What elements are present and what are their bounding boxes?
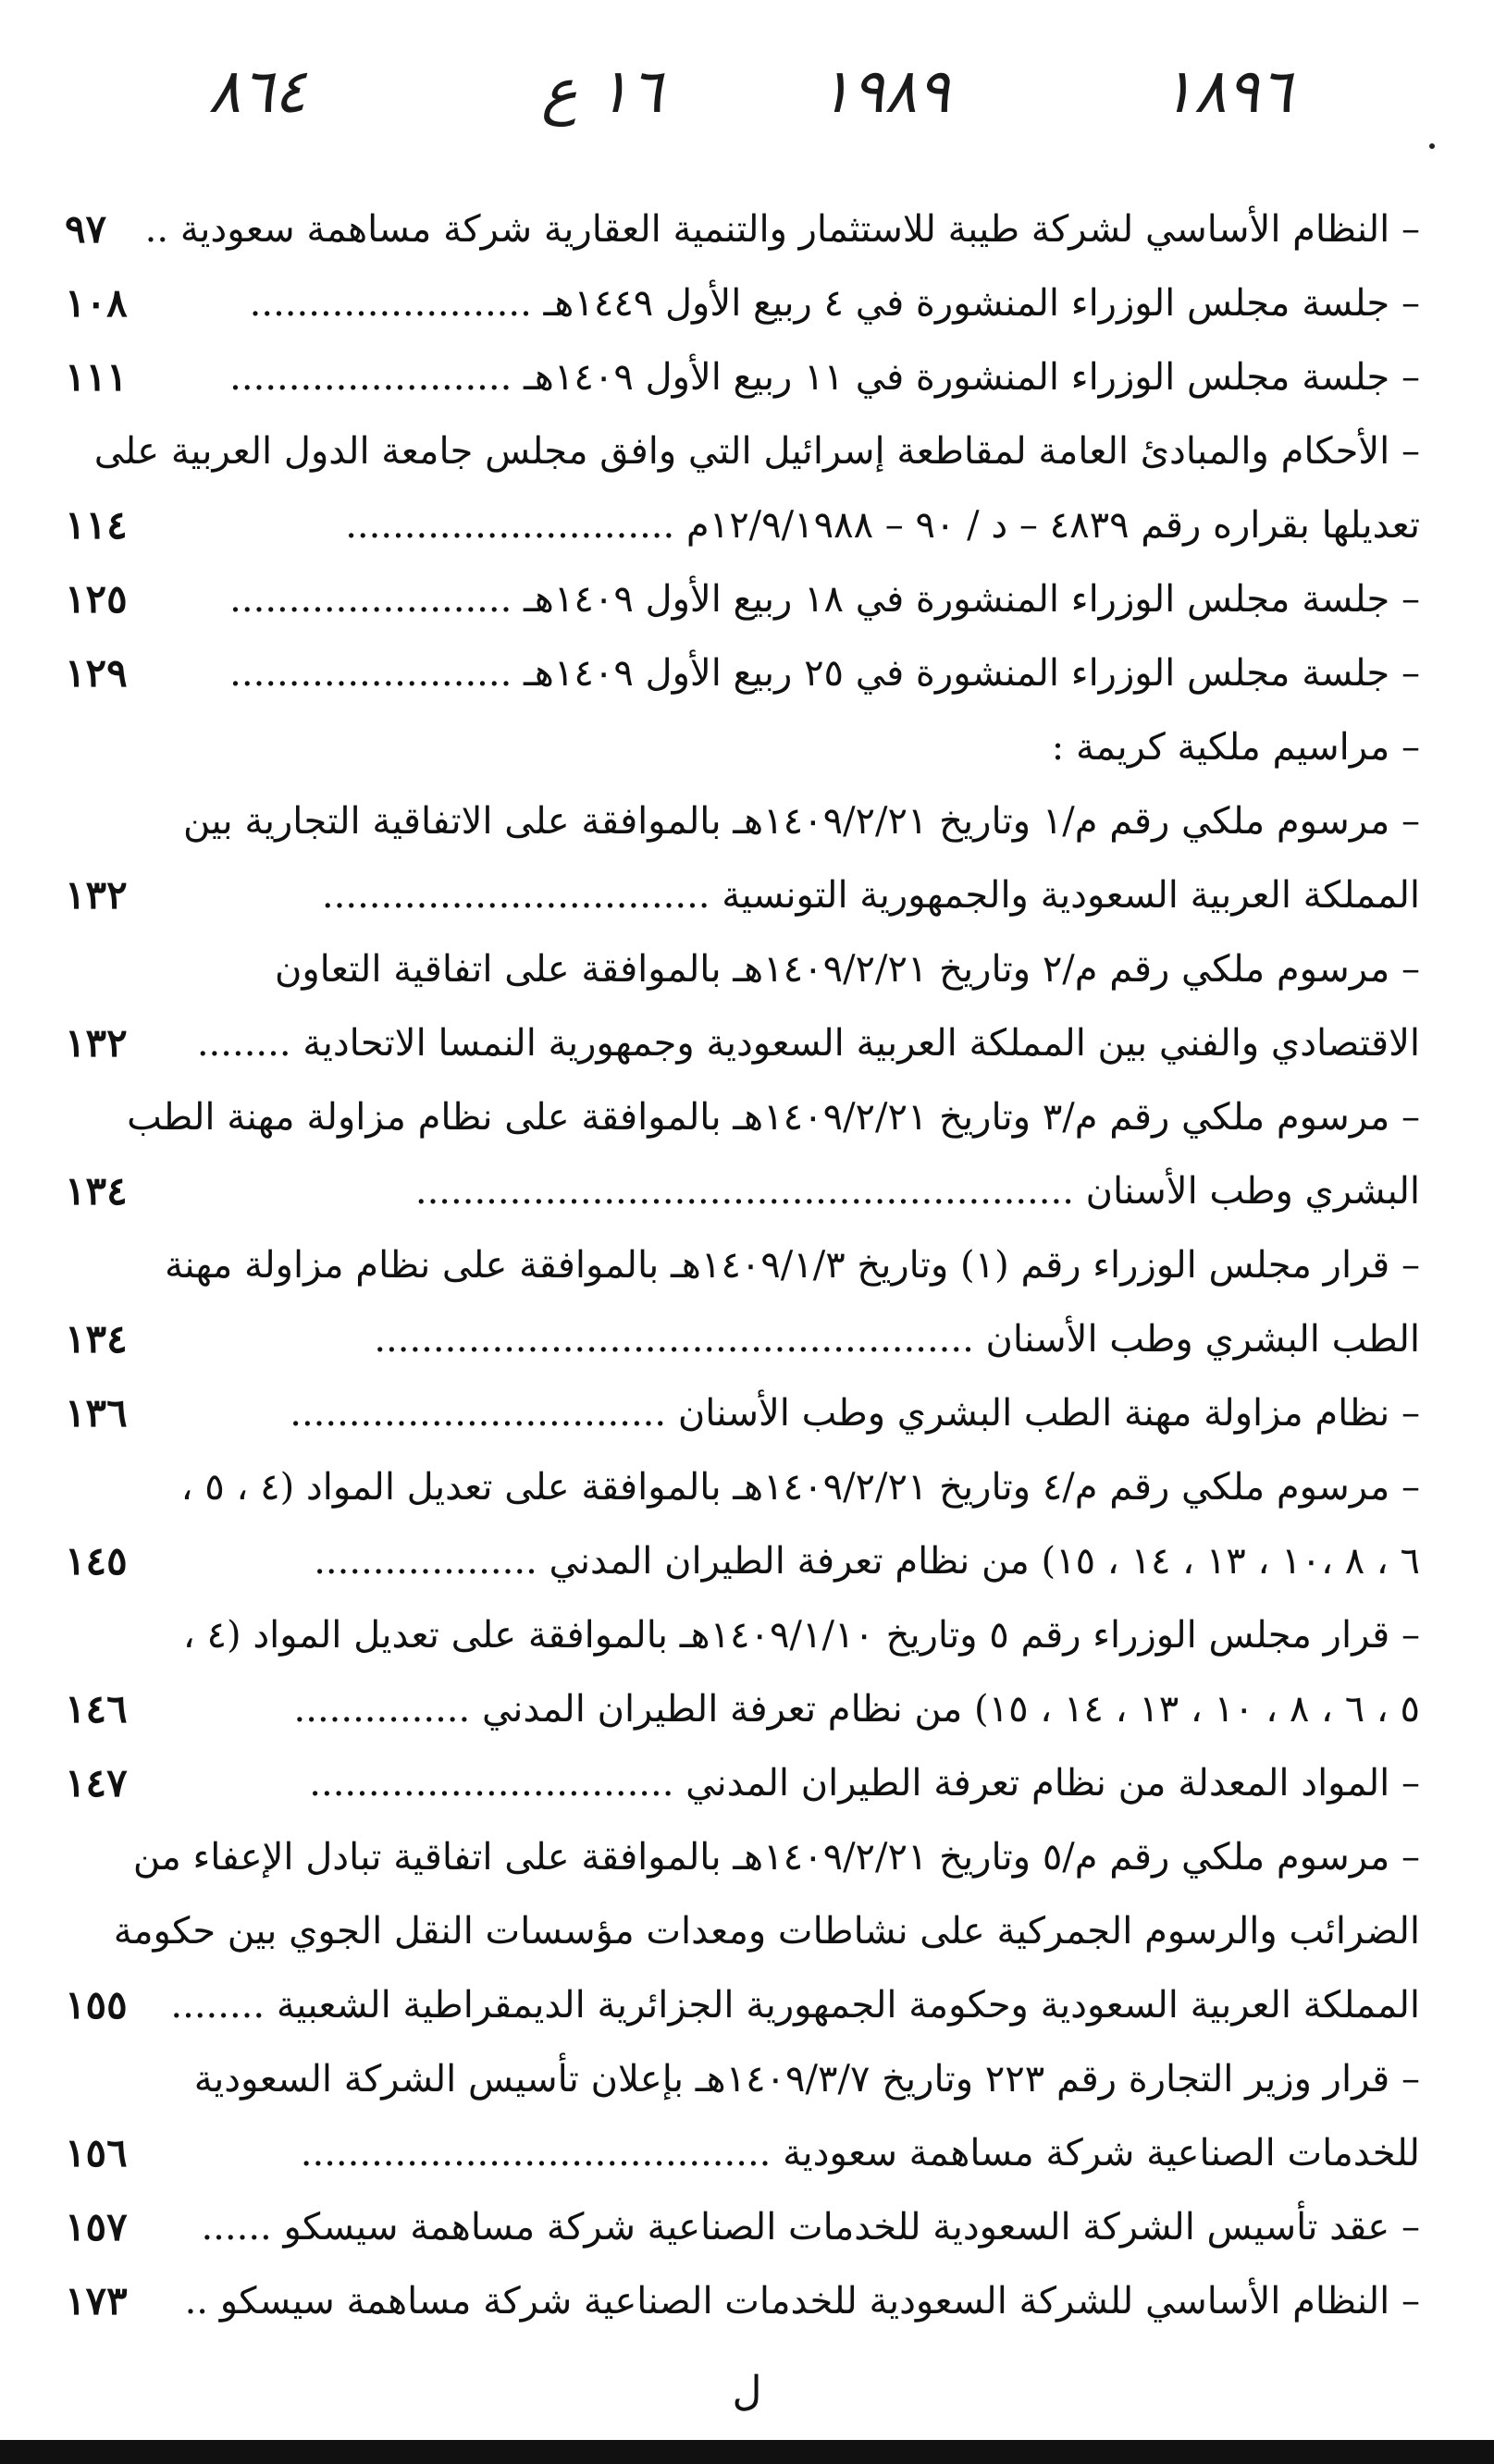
toc-entry-text: – النظام الأساسي للشركة السعودية للخدمات الصناعية شركة مساهمة سيسكو .. [184, 2280, 1420, 2322]
toc-entry-text: – الأحكام والمبادئ العامة لمقاطعة إسرائيل التي وافق مجلس جامعة الدول العربية على [93, 430, 1420, 473]
toc-entry-line [56, 562, 1420, 636]
toc-page-number: ١٤٦ [65, 1686, 128, 1731]
toc-entry [56, 784, 1420, 932]
toc-entry-text: للخدمات الصناعية شركة مساهمة سعودية ........................................ [300, 2132, 1420, 2174]
toc-entry-text: – جلسة مجلس الوزراء المنشورة في ٢٥ ربيع الأول ١٤٠٩هـ ........................ [229, 652, 1420, 695]
toc-entry [56, 2264, 1420, 2338]
toc-page-number: ١٣٢ [65, 1020, 128, 1066]
toc-entry [56, 340, 1420, 414]
toc-entry [56, 1376, 1420, 1450]
toc-entry-line [56, 2190, 1420, 2264]
toc-entry-text: – عقد تأسيس الشركة السعودية للخدمات الصناعية شركة مساهمة سيسكو ...... [201, 2206, 1420, 2248]
handwritten-mark: ١٨٩٦ [1161, 55, 1292, 127]
toc-page-number: ١٢٩ [65, 650, 128, 696]
toc-page-number: ١٥٥ [65, 1982, 128, 2027]
toc-entry-line [56, 1006, 1420, 1080]
toc-page-number: ١٥٦ [65, 2130, 128, 2175]
toc-entry-line [56, 1894, 1420, 1968]
toc-entry [56, 1746, 1420, 1820]
page-footer-letter: ل [732, 2368, 762, 2415]
toc-entry-text: – جلسة مجلس الوزراء المنشورة في ١١ ربيع الأول ١٤٠٩هـ ........................ [229, 356, 1420, 399]
toc-entry-line [56, 636, 1420, 710]
scan-edge-bar [0, 2440, 1494, 2464]
toc-entry-text: البشري وطب الأسنان ........................................................ [414, 1170, 1420, 1213]
toc-entry-line [56, 1450, 1420, 1524]
toc-entry [56, 1598, 1420, 1746]
toc-entry-text: – نظام مزاولة مهنة الطب البشري وطب الأسنان ................................ [290, 1392, 1420, 1435]
toc-page-number: ١٣٤ [65, 1316, 128, 1361]
handwritten-header [0, 55, 1494, 157]
toc-entry-text: ٦ ، ٨ ،١٠ ، ١٣ ، ١٤ ، ١٥) من نظام تعرفة الطيران المدني ................... [314, 1540, 1420, 1583]
ink-dot [1429, 143, 1435, 149]
toc-entry-line [56, 1820, 1420, 1894]
toc-entry-text: – مراسيم ملكية كريمة : [1051, 726, 1420, 769]
toc-entry-line [56, 1598, 1420, 1672]
toc-entry [56, 1450, 1420, 1598]
toc-entry-line [56, 1746, 1420, 1820]
toc-entry-line [56, 1080, 1420, 1154]
toc-page-number: ١٧٣ [65, 2278, 128, 2323]
toc-entry-text: – مرسوم ملكي رقم م/٢ وتاريخ ١٤٠٩/٢/٢١هـ بالموافقة على اتفاقية التعاون [274, 948, 1420, 991]
toc-page-number: ١١١ [65, 354, 128, 400]
toc-entry-line [56, 192, 1420, 266]
toc-page-number: ١٣٢ [65, 872, 128, 918]
toc-entry-line [56, 1524, 1420, 1598]
toc-entry-line [56, 266, 1420, 340]
toc-entry [56, 1820, 1420, 2042]
toc-entry-text: – جلسة مجلس الوزراء المنشورة في ٤ ربيع الأول ١٤٤٩هـ ........................ [249, 282, 1420, 325]
toc-entry-line [56, 340, 1420, 414]
toc-entry [56, 1080, 1420, 1228]
toc-entry-line [56, 1228, 1420, 1302]
toc-entry-line [56, 488, 1420, 562]
toc-entry-line [56, 1302, 1420, 1376]
toc-entry-text: – قرار مجلس الوزراء رقم ٥ وتاريخ ١٤٠٩/١/١٠هـ بالموافقة على تعديل المواد (٤ ، [182, 1614, 1420, 1657]
toc-page-number: ١٣٤ [65, 1168, 128, 1214]
toc-entry-text: الاقتصادي والفني بين المملكة العربية السعودية وجمهورية النمسا الاتحادية ........ [196, 1022, 1420, 1065]
toc-entry-text: المملكة العربية السعودية وحكومة الجمهورية الجزائرية الديمقراطية الشعبية ........ [170, 1984, 1420, 2027]
toc-entry [56, 636, 1420, 710]
toc-entry-line [56, 784, 1420, 858]
toc-entry [56, 2190, 1420, 2264]
toc-entry [56, 414, 1420, 562]
toc-entry-text: – قرار وزير التجارة رقم ٢٢٣ وتاريخ ١٤٠٩/٣/٧هـ بإعلان تأسيس الشركة السعودية [193, 2058, 1420, 2101]
toc-entry-text: الضرائب والرسوم الجمركية على نشاطات ومعدات مؤسسات النقل الجوي بين حكومة [113, 1910, 1420, 1953]
toc-page-number: ١٠٨ [65, 280, 128, 326]
toc-entry-text: ٥ ، ٦ ، ٨ ، ١٠ ، ١٣ ، ١٤ ، ١٥) من نظام تعرفة الطيران المدني ............... [293, 1688, 1420, 1731]
toc-entry-text: – النظام الأساسي لشركة طيبة للاستثمار والتنمية العقارية شركة مساهمة سعودية .. [144, 208, 1420, 251]
toc-entry-line [56, 414, 1420, 488]
toc-entry [56, 192, 1420, 266]
toc-entry-line [56, 1968, 1420, 2042]
toc-page-number: ١١٤ [65, 502, 128, 548]
toc-entry [56, 710, 1420, 784]
toc-entry-line [56, 710, 1420, 784]
toc-entry-text: – مرسوم ملكي رقم م/١ وتاريخ ١٤٠٩/٢/٢١هـ بالموافقة على الاتفاقية التجارية بين [183, 800, 1420, 843]
handwritten-mark: ١٦ ع [541, 55, 663, 127]
toc-entry-line [56, 2042, 1420, 2116]
toc-entry-line [56, 2116, 1420, 2190]
toc-entry-text: – مرسوم ملكي رقم م/٤ وتاريخ ١٤٠٩/٢/٢١هـ بالموافقة على تعديل المواد (٤ ، ٥ ، [180, 1466, 1420, 1509]
toc-entry [56, 932, 1420, 1080]
toc-entry-line [56, 932, 1420, 1006]
toc-entry-text: – جلسة مجلس الوزراء المنشورة في ١٨ ربيع الأول ١٤٠٩هـ ........................ [229, 578, 1420, 621]
toc-entry-text: تعديلها بقراره رقم ٤٨٣٩ – د / ٩٠ – ١٢/٩/١٩٨٨م ............................ [345, 504, 1420, 547]
toc-entry-text: – المواد المعدلة من نظام تعرفة الطيران المدني ............................... [309, 1762, 1420, 1805]
toc-page-number: ١٤٥ [65, 1538, 128, 1583]
toc-page-number: ٩٧ [65, 206, 107, 252]
toc-entry-text: المملكة العربية السعودية والجمهورية التونسية ................................. [321, 874, 1420, 917]
toc-entry-text: – قرار مجلس الوزراء رقم (١) وتاريخ ١٤٠٩/١/٣هـ بالموافقة على نظام مزاولة مهنة [164, 1244, 1420, 1287]
toc-page-number: ١٤٧ [65, 1760, 128, 1805]
toc-page-number: ١٣٦ [65, 1390, 128, 1435]
toc-entry-text: الطب البشري وطب الأسنان ................................................... [374, 1318, 1420, 1361]
toc-entry-text: – مرسوم ملكي رقم م/٣ وتاريخ ١٤٠٩/٢/٢١هـ بالموافقة على نظام مزاولة مهنة الطب [127, 1096, 1420, 1139]
table-of-contents [56, 192, 1420, 2338]
toc-entry-line [56, 1672, 1420, 1746]
toc-entry [56, 266, 1420, 340]
toc-entry-line [56, 1376, 1420, 1450]
toc-page-number: ١٢٥ [65, 576, 128, 622]
toc-entry-line [56, 858, 1420, 932]
toc-entry [56, 1228, 1420, 1376]
handwritten-mark: ١٩٨٩ [819, 55, 950, 127]
handwritten-mark: ٨٦٤ [208, 55, 307, 127]
toc-entry [56, 562, 1420, 636]
toc-page-number: ١٥٧ [65, 2204, 128, 2249]
toc-entry-line [56, 1154, 1420, 1228]
toc-entry-text: – مرسوم ملكي رقم م/٥ وتاريخ ١٤٠٩/٢/٢١هـ بالموافقة على اتفاقية تبادل الإعفاء من [132, 1836, 1420, 1879]
toc-entry [56, 2042, 1420, 2190]
toc-entry-line [56, 2264, 1420, 2338]
